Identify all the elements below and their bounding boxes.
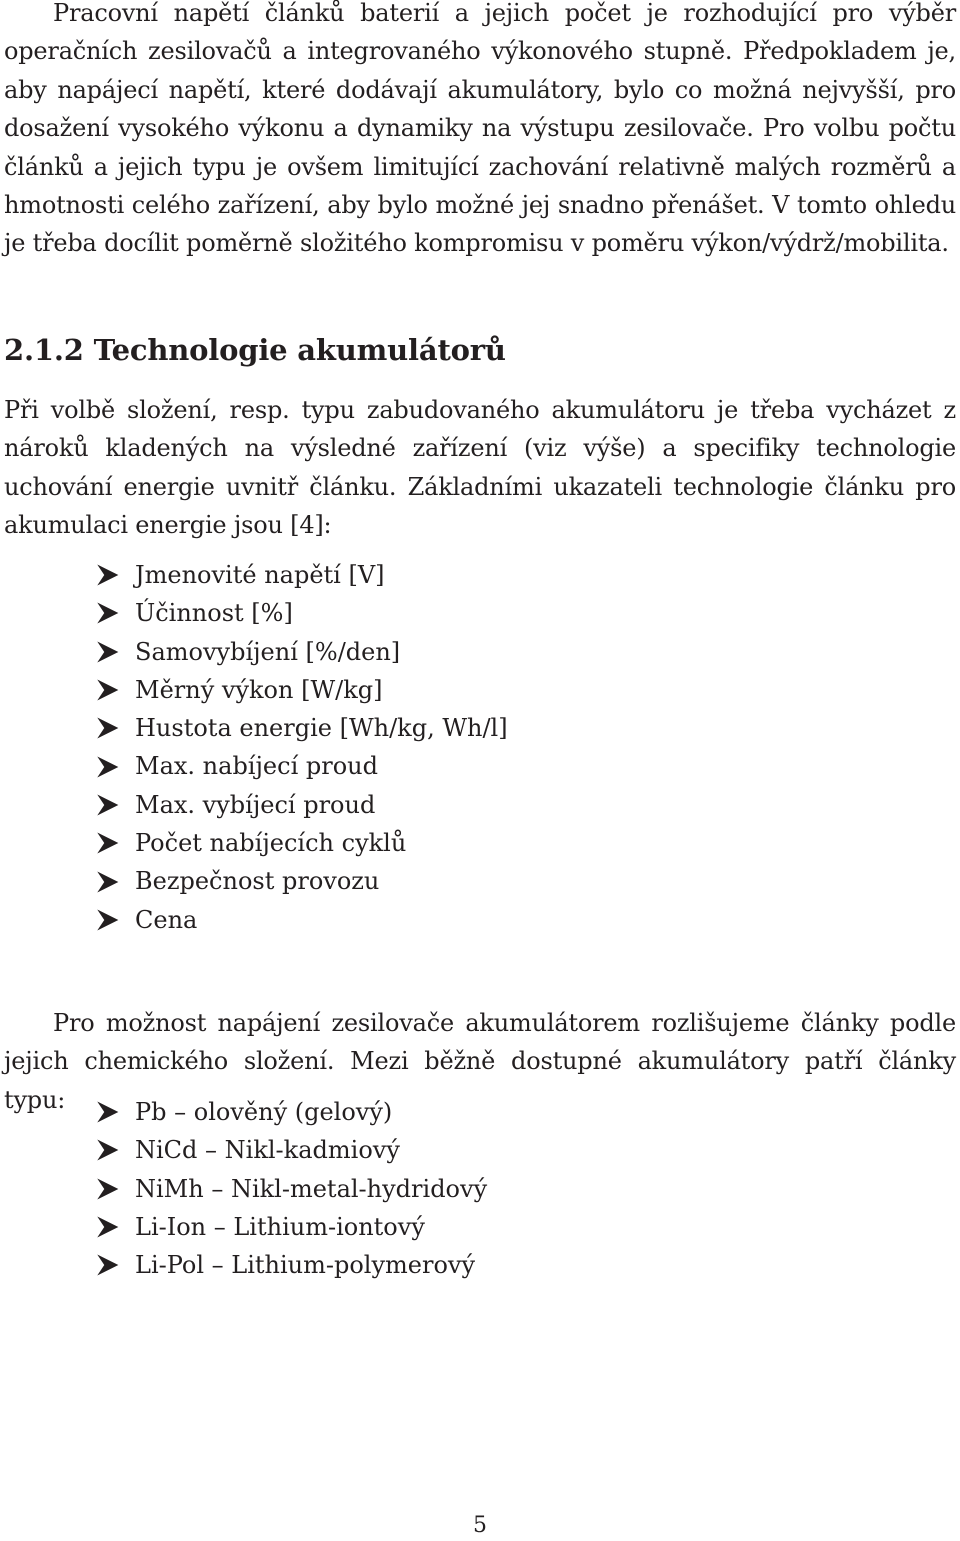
paragraph-indicators-intro: Při volbě složení, resp. typu zabudovaného akumulátoru je třeba vycházet z nároků kladených na výsledné zařízení (viz výše) a specifiky technologie uchování energie uvnitř článku. Základními ukazateli technologie článku pro akumulaci energie jsou [4]:: [4, 396, 956, 540]
indicator-item-label: Hustota energie [Wh/kg, Wh/l]: [135, 714, 508, 743]
document-page: [4, 0, 956, 1541]
arrowhead-bullet-icon: [97, 1178, 119, 1200]
arrowhead-bullet-icon: [97, 794, 119, 816]
indicator-item-label: Účinnost [%]: [135, 599, 293, 628]
arrowhead-bullet-icon: [97, 1101, 119, 1123]
indicator-item: [4, 862, 508, 900]
arrowhead-bullet-icon: [97, 679, 119, 701]
indicator-item: [4, 824, 508, 862]
arrowhead-bullet-icon: [97, 602, 119, 624]
indicator-item: [4, 594, 508, 632]
arrowhead-bullet-icon: [97, 871, 119, 893]
indicator-item: [4, 747, 508, 785]
arrowhead-bullet-icon: [97, 1254, 119, 1276]
indicator-item-label: Jmenovité napětí [V]: [135, 561, 385, 589]
paragraph-cell-types-intro: Pro možnost napájení zesilovače akumulátorem rozlišujeme články podle jejich chemického složení. Mezi běžně dostupné akumulátory patří články typu:: [4, 1009, 956, 1114]
indicator-item: [4, 901, 508, 939]
cell-type-item-label: Pb – olověný (gelový): [135, 1098, 393, 1126]
indicator-item: [4, 671, 508, 709]
arrowhead-bullet-icon: [97, 717, 119, 739]
cell-type-item: [4, 1093, 487, 1131]
arrowhead-bullet-icon: [97, 756, 119, 778]
arrowhead-bullet-icon: [97, 564, 119, 586]
cell-type-item: [4, 1131, 487, 1169]
indicator-item: [4, 709, 508, 747]
indicator-item: [4, 786, 508, 824]
cell-type-item-label: NiCd – Nikl-kadmiový: [135, 1136, 400, 1165]
arrowhead-bullet-icon: [97, 909, 119, 931]
indicator-item-label: Počet nabíjecích cyklů: [135, 829, 407, 858]
indicators-list: [4, 556, 508, 939]
indicator-item-label: Bezpečnost provozu: [135, 867, 380, 896]
indicator-item: [4, 633, 508, 671]
cell-types-list: [4, 1093, 487, 1284]
indicator-item-label: Max. nabíjecí proud: [135, 752, 378, 781]
cell-type-item-label: Li-Ion – Lithium-iontový: [135, 1212, 425, 1241]
arrowhead-bullet-icon: [97, 1216, 119, 1238]
cell-type-item: [4, 1208, 487, 1246]
arrowhead-bullet-icon: [97, 832, 119, 854]
arrowhead-bullet-icon: [97, 1139, 119, 1161]
cell-type-item: [4, 1246, 487, 1284]
arrowhead-bullet-icon: [97, 641, 119, 663]
indicator-item: [4, 556, 508, 594]
section-heading: 2.1.2 Technologie akumulátorů: [4, 333, 506, 367]
paragraph-battery-voltage: Pracovní napětí článků baterií a jejich počet je rozhodující pro výběr operačních zesilovačů a integrovaného výkonového stupně. Předpokladem je, aby napájecí napětí, které dodávají akumulátory, bylo co možná nejvyšší, pro dosažení vysokého výkonu a dynamiky na výstupu zesilovače. Pro volbu počtu článků a jejich typu je ovšem limitující zachování relativně malých rozměrů a hmotnosti celého zařízení, aby bylo možné jej snadno přenášet. V tomto ohledu je třeba docílit poměrně složitého kompromisu v poměru výkon/výdrž/mobilita.: [4, 0, 956, 258]
cell-type-item-label: Li-Pol – Lithium-polymerový: [135, 1251, 476, 1280]
indicator-item-label: Cena: [135, 905, 198, 934]
indicator-item-label: Měrný výkon [W/kg]: [135, 675, 383, 704]
cell-type-item-label: NiMh – Nikl-metal-hydridový: [135, 1174, 488, 1203]
cell-type-item: [4, 1170, 487, 1208]
page-number: 5: [473, 1513, 487, 1538]
indicator-item-label: Samovybíjení [%/den]: [135, 637, 401, 666]
indicator-item-label: Max. vybíjecí proud: [135, 790, 376, 819]
